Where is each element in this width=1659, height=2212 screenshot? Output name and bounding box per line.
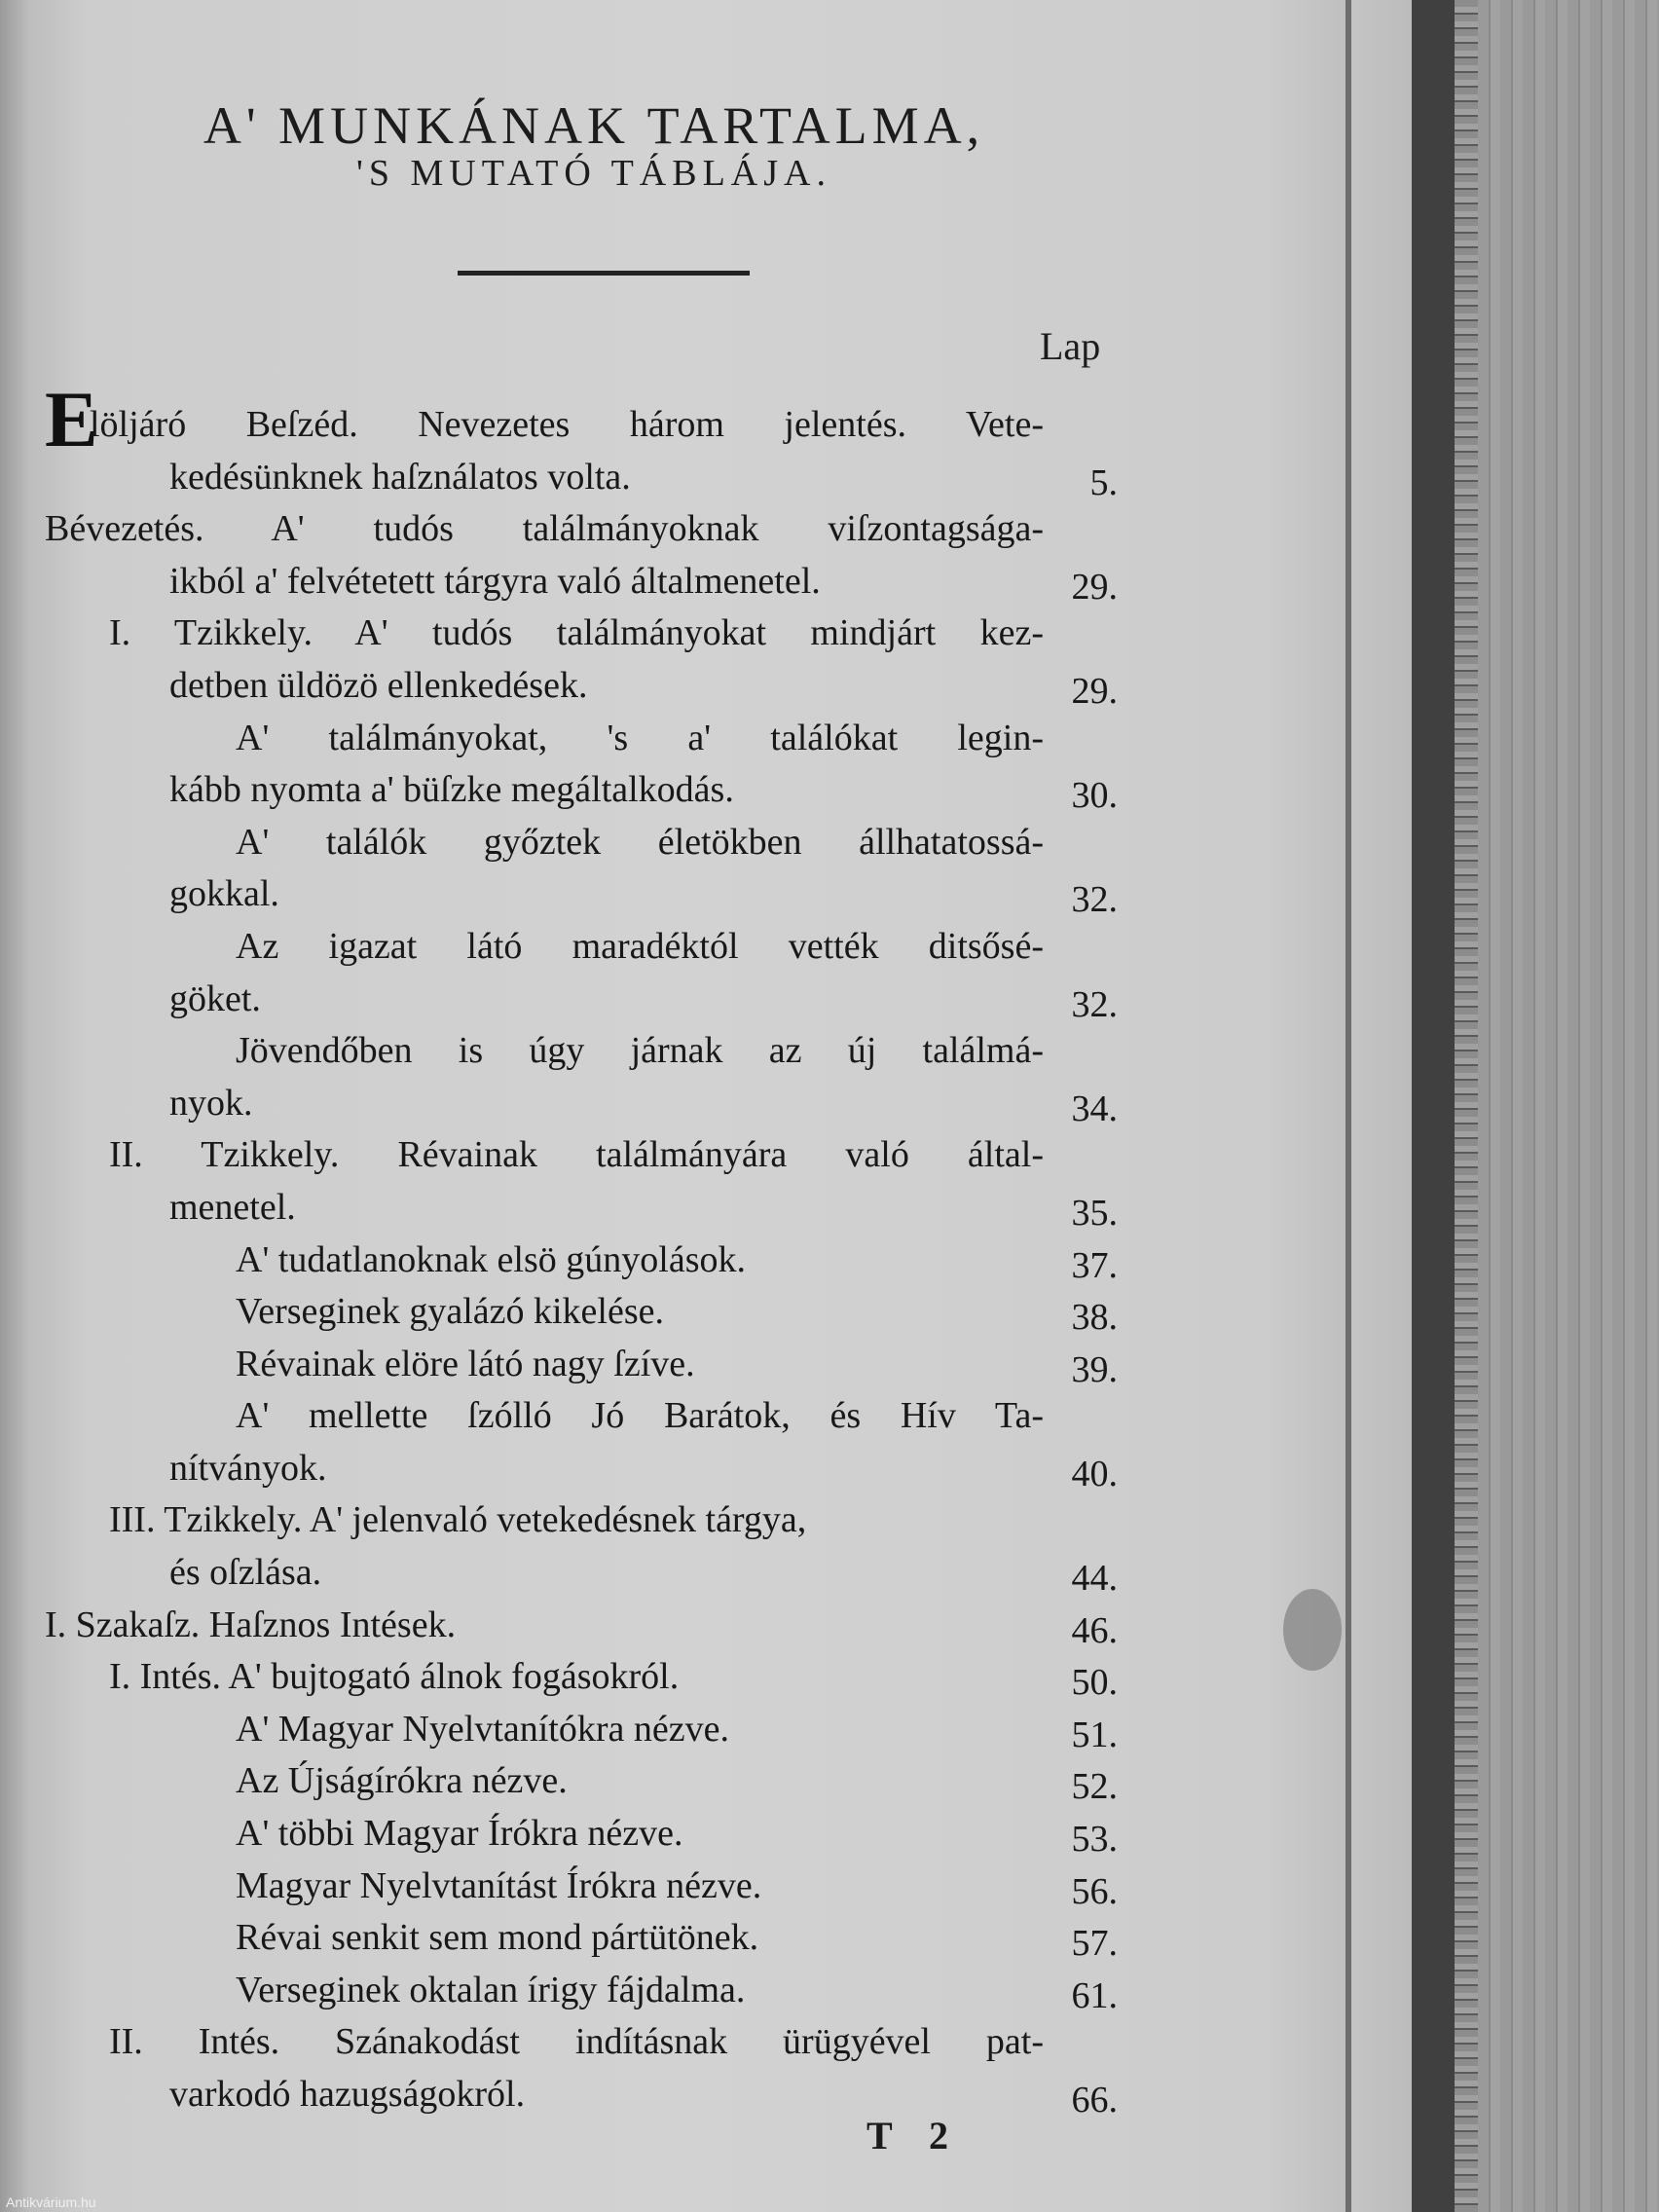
book-spine (1412, 0, 1455, 2212)
toc-line (0, 1025, 1129, 1078)
toc-entry-text: löljáró Beſzéd. Nevezetes három jelentés. Vete- (90, 404, 1044, 445)
toc-page-number: 38. (1071, 1297, 1118, 1339)
toc-entry-text: A' találók győztek életökben állhatatossá- (236, 821, 1044, 863)
toc-entry-text: I. Szakaſz. Haſznos Intések. (45, 1604, 457, 1645)
toc-page-number: 51. (1071, 1714, 1118, 1755)
toc-page-number: 50. (1071, 1662, 1118, 1704)
toc-page-number: 34. (1071, 1088, 1118, 1129)
page-subtitle: 'S MUTATÓ TÁBLÁJA. (356, 153, 831, 194)
watermark: Antikvárium.hu (6, 2194, 96, 2210)
toc-entry-text: Révainak elöre látó nagy ſzíve. (236, 1343, 695, 1384)
toc-page-number: 39. (1071, 1348, 1118, 1390)
toc-page-number: 40. (1071, 1453, 1118, 1494)
toc-line (0, 503, 1129, 556)
toc-line (0, 1078, 1129, 1130)
toc-entry-text: II. Tzikkely. Révainak találmányára való által- (109, 1134, 1044, 1176)
toc-line (0, 1861, 1129, 1913)
toc-entry-text: A' többi Magyar Írókra nézve. (236, 1813, 683, 1855)
toc-page-number: 29. (1071, 566, 1118, 608)
page-title: A' MUNKÁNAK TARTALMA, (203, 96, 985, 155)
toc-page-number: 37. (1071, 1244, 1118, 1286)
toc-page-number: 35. (1071, 1192, 1118, 1234)
toc-entry-text: Révai senkit sem mond pártütönek. (236, 1917, 759, 1959)
toc-line (0, 2016, 1129, 2069)
toc-entry-text: II. Intés. Szánakodást indításnak ürügyével pat- (109, 2021, 1044, 2063)
toc-line (0, 1129, 1129, 1182)
toc-line (0, 1443, 1129, 1495)
toc-entry-text: Verseginek oktalan írigy fájdalma. (236, 1969, 746, 2010)
toc-entry-text: gokkal. (169, 873, 279, 915)
toc-entry-text: A' tudatlanoknak elsö gúnyolások. (236, 1238, 746, 1280)
toc-page-number: 56. (1071, 1870, 1118, 1912)
toc-entry-text: menetel. (169, 1186, 296, 1228)
table-of-contents (0, 375, 1129, 2121)
toc-line (0, 608, 1129, 660)
toc-page-number: 53. (1071, 1819, 1118, 1861)
toc-page-number: 46. (1071, 1609, 1118, 1651)
toc-line (0, 817, 1129, 869)
toc-page-number: 44. (1071, 1558, 1118, 1600)
toc-entry-text: varkodó hazugságokról. (169, 2074, 526, 2115)
toc-entry-text: Az igazat látó maradéktól vették ditsősé- (236, 925, 1044, 967)
toc-line (0, 1912, 1129, 1965)
toc-line (0, 764, 1129, 817)
toc-line (0, 660, 1129, 713)
toc-entry-text: A' találmányokat, 's a' találókat legin- (236, 717, 1044, 758)
toc-line (0, 974, 1129, 1026)
toc-entry-text: nyok. (169, 1082, 253, 1124)
toc-line (0, 1339, 1129, 1391)
toc-entry-text: ikból a' felvétetett tárgyra való általmenetel. (169, 560, 821, 602)
toc-entry-text: Jövendőben is úgy járnak az új találmá- (236, 1030, 1044, 1072)
toc-entry-text: I. Tzikkely. A' tudós találmányokat mindjárt kez- (109, 612, 1044, 654)
toc-page-number: 52. (1071, 1766, 1118, 1808)
page-column-label: Lap (1040, 324, 1101, 368)
toc-page-number: 32. (1071, 983, 1118, 1025)
toc-line (0, 1704, 1129, 1756)
signature-mark: T 2 (866, 2114, 962, 2157)
toc-line (0, 868, 1129, 921)
toc-line (0, 1286, 1129, 1339)
toc-line (0, 1494, 1129, 1547)
toc-entry-text: kább nyomta a' büſzke megáltalkodás. (169, 769, 734, 811)
toc-line (0, 1965, 1129, 2017)
toc-entry-text: III. Tzikkely. A' jelenvaló vetekedésnek tárgya, (109, 1499, 807, 1541)
toc-entry-text: Magyar Nyelvtanítást Írókra nézve. (236, 1864, 762, 1906)
toc-line (0, 1808, 1129, 1861)
toc-page-number: 66. (1071, 2080, 1118, 2120)
toc-entry-text: Bévezetés. A' tudós találmányoknak viſzontagsága- (45, 508, 1044, 550)
toc-page-number: 57. (1071, 1923, 1118, 1965)
toc-line (0, 713, 1129, 765)
toc-page-number: 32. (1071, 879, 1118, 921)
toc-line (0, 1600, 1129, 1652)
page-margin-strip (1351, 0, 1412, 2212)
toc-entry-text: Az Újságírókra nézve. (236, 1760, 568, 1802)
toc-line (0, 452, 1129, 504)
toc-page-number: 61. (1071, 1974, 1118, 2016)
toc-entry-text: és oſzlása. (169, 1552, 322, 1594)
toc-page-number: 29. (1071, 670, 1118, 712)
toc-entry-text: Verseginek gyalázó kikelése. (236, 1291, 664, 1333)
toc-line (0, 556, 1129, 608)
toc-entry-text: I. Intés. A' bujtogató álnok fogásokról. (109, 1656, 680, 1698)
toc-page-number: 30. (1071, 775, 1118, 817)
toc-line (0, 1547, 1129, 1600)
toc-line (0, 1182, 1129, 1235)
toc-entry-text: detben üldözö ellenkedések. (169, 664, 588, 706)
toc-entry-text: A' mellette ſzólló Jó Barátok, és Hív Ta- (236, 1395, 1044, 1437)
toc-line (0, 375, 1129, 463)
toc-line (0, 1235, 1129, 1287)
toc-entry-text: göket. (169, 977, 261, 1019)
background-surface (1478, 0, 1659, 2212)
toc-entry-text: kedésünknek haſználatos volta. (169, 456, 631, 498)
toc-entry-text: nítványok. (169, 1447, 327, 1489)
toc-entry-text: A' Magyar Nyelvtanítókra nézve. (236, 1708, 729, 1750)
binding-edge (1455, 0, 1478, 2212)
toc-line (0, 921, 1129, 974)
toc-line (0, 1755, 1129, 1808)
title-divider (458, 271, 750, 276)
toc-line (0, 1390, 1129, 1443)
drop-cap: E (45, 375, 98, 463)
paper-stain (1283, 1589, 1342, 1671)
toc-line (0, 1651, 1129, 1704)
toc-page-number: 5. (1089, 461, 1118, 503)
